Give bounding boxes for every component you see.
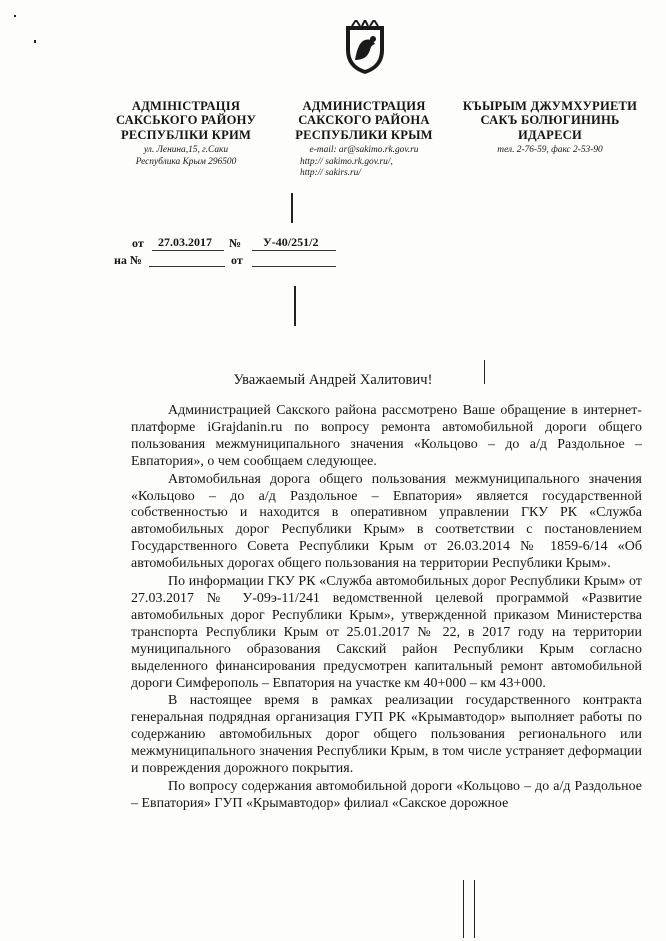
org-name-ru: АДМИНИСТРАЦИЯ САКСКОГО РАЙОНА РЕСПУБЛИКИ КРЫМ bbox=[295, 99, 433, 142]
number-label: № bbox=[229, 236, 242, 250]
paragraph: В настоящее время в рамках реализации государственного контракта генеральная подрядная организация ГУП РК «Крымавтодор» выполняет работы по содержанию автомобильных дорог общего пользования регионального или межмуниципального значения Республики Крым, в том числе устраняет деформации и повреждения дорожного покрытия. bbox=[131, 693, 642, 777]
org-name-uk: АДМІНІСТРАЦІЯ САКСЬКОГО РАЙОНУ РЕСПУБЛІКИ КРИМ bbox=[115, 99, 257, 142]
scan-mark bbox=[294, 286, 296, 326]
reply-from-label: от bbox=[231, 253, 243, 267]
scan-mark bbox=[14, 15, 16, 17]
paragraph: Автомобильная дорога общего пользования межмуниципального значения «Кольцово – до а/д Раздольное – Евпатория» является государственной собственностью и находится в оперативном управлении ГКУ РК «Служба автомобильных дорог Республики Крым» в соответствии с постановлением Государственного Совета Республики Крым от 26.03.2014 № 1859-6/14 «Об автомобильных дорогах общего пользования на территории Республики Крым». bbox=[131, 471, 642, 572]
date-underline bbox=[152, 250, 224, 251]
address-uk: ул. Ленина,15, г.Саки Республика Крым 296500 bbox=[135, 145, 237, 167]
paragraph: По информации ГКУ РК «Служба автомобильных дорог Республики Крым» от 27.03.2017 № У-09э-11/241 ведомственной целевой программой «Развитие автомобильных дорог Республики Крым», утвержденной приказом Министерства транспорта Республики Крым от 25.01.2017 № 22, в 2017 году на территории муниципального образования Сакский район Республики Крым согласно выделенного финансирования предусмотрен капитальный ремонт автомобильной дороги Симферополь – Евпатория на участке км 40+000 – км 43+000. bbox=[131, 574, 642, 691]
scan-mark bbox=[474, 880, 475, 938]
letterhead-ukrainian bbox=[96, 99, 276, 168]
reply-number-label: на № bbox=[114, 253, 142, 267]
scan-mark bbox=[34, 40, 36, 43]
reply-from-underline bbox=[252, 266, 336, 267]
letter-body bbox=[131, 403, 642, 813]
from-label: от bbox=[132, 236, 144, 250]
number-underline bbox=[252, 250, 336, 251]
letter-date: 27.03.2017 bbox=[158, 235, 212, 249]
salutation: Уважаемый Андрей Халитович! bbox=[233, 372, 433, 388]
scan-mark bbox=[463, 880, 464, 938]
reply-number-underline bbox=[149, 266, 225, 267]
letterhead-russian bbox=[274, 99, 454, 180]
contacts-ru: e-mail: ar@sakimo.rk.gov.ru http:// sakimo.rk.gov.ru/, http:// sakirs.ru/ bbox=[300, 145, 419, 179]
letter-number: У-40/251/2 bbox=[263, 235, 319, 249]
scan-mark bbox=[291, 193, 293, 223]
org-name-crh: КЪЫРЫМ ДЖУМХУРИЕТИ САКЪ БОЛЮГИНИНЬ ИДАРЕСИ bbox=[462, 99, 638, 142]
paragraph: По вопросу содержания автомобильной дороги «Кольцово – до а/д Раздольное – Евпатория» ГУП «Крымавтодор» филиал «Сакское дорожное bbox=[131, 778, 642, 811]
phone-crh: тел. 2-76-59, факс 2-53-90 bbox=[497, 145, 603, 156]
paragraph: Администрацией Сакского района рассмотрено Ваше обращение в интернет-платформе iGrajdanin.ru по вопросу ремонта автомобильной дороги общего пользования межмуниципального значения «Кольцово – до а/д Раздольное – Евпатория», о чем сообщаем следующее. bbox=[131, 403, 642, 469]
coat-of-arms-icon bbox=[342, 20, 388, 76]
letterhead-crimean-tatar bbox=[452, 99, 648, 157]
